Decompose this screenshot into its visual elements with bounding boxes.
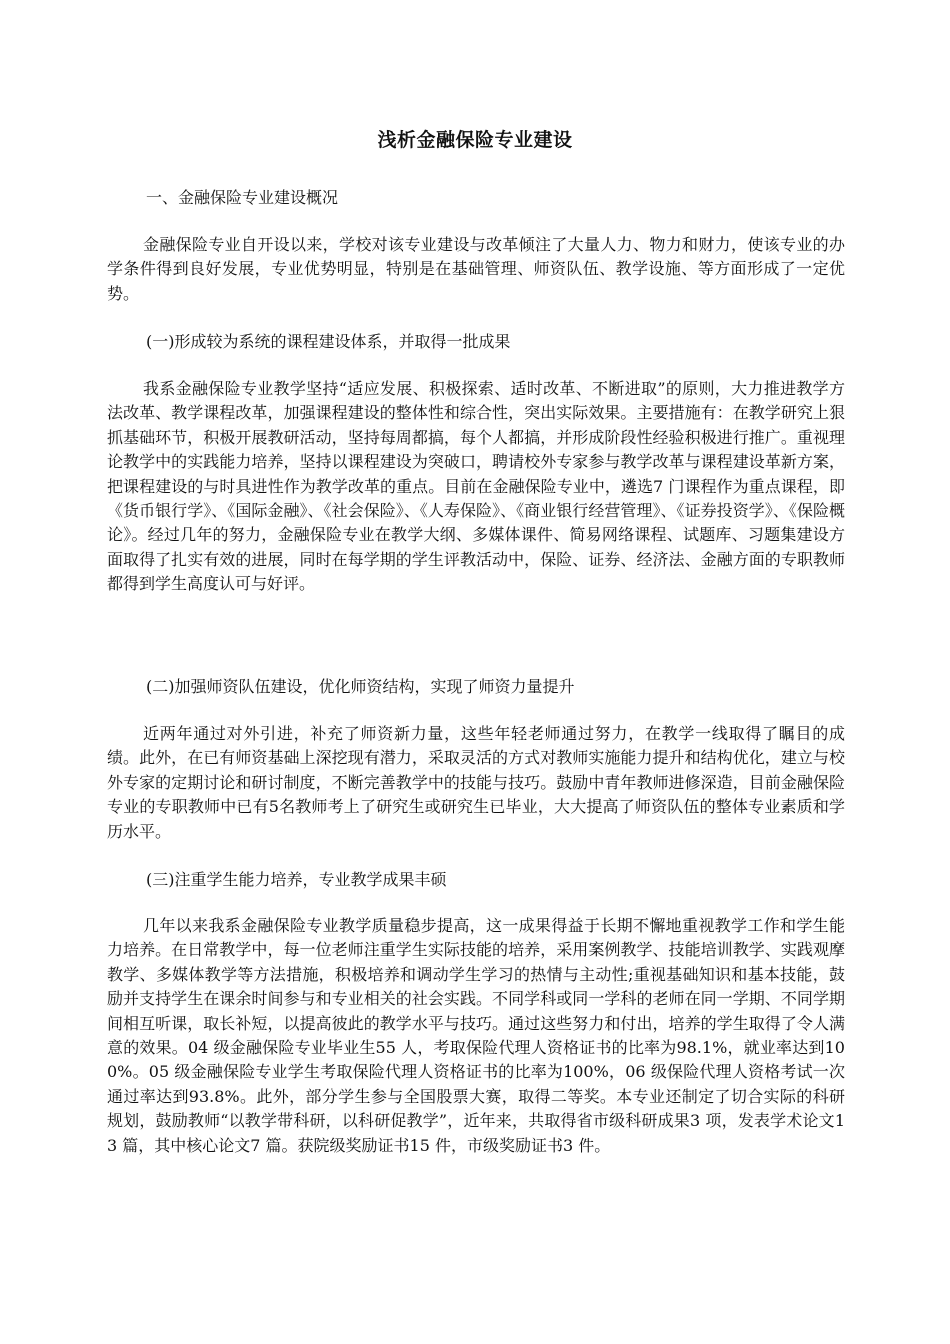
paragraph-students: 几年以来我系金融保险专业教学质量稳步提高，这一成果得益于长期不懈地重视教学工作和学生能力培养。在日常教学中，每一位老师注重学生实际技能的培养，采用案例教学、技能培训教学、实践观摩教学、多媒体教学等方法措施，积极培养和调动学生学习的热情与主动性;重视基础知识和基本技能，鼓励并支持学生在课余时间参与和专业相关的社会实践。不同学科或同一学科的老师在同一学期、不同学期间相互听课，取长补短，以提高彼此的教学水平与技巧。通过这些努力和付出，培养的学生取得了令人满意的效果。04 级金融保险专业毕业生55 人，考取保险代理人资格证书的比率为98.1%，就业率达到100%。05 级金融保险专业学生考取保险代理人资格证书的比率为100%，06 级保险代理人资格考试一次通过率达到93.8%。此外，部分学生参与全国股票大赛，取得二等奖。本专业还制定了切合实际的科研规划，鼓励教师“以教学带科研，以科研促教学”，近年来，共取得省市级科研成果3 项，发表学术论文13 篇，其中核心论文7 篇。获院级奖励证书15 件，市级奖励证书3 件。 bbox=[107, 916, 845, 1155]
section-heading-curriculum: (一)形成较为系统的课程建设体系，并取得一批成果 bbox=[146, 332, 511, 351]
paragraph-faculty: 近两年通过对外引进，补充了师资新力量，这些年轻老师通过努力，在教学一线取得了瞩目的成绩。此外，在已有师资基础上深挖现有潜力，采取灵活的方式对教师实施能力提升和结构优化，建立与校外专家的定期讨论和研讨制度，不断完善教学中的技能与技巧。鼓励中青年教师进修深造，目前金融保险专业的专职教师中已有5名教师考上了研究生或研究生已毕业，大大提高了师资队伍的整体专业素质和学历水平。 bbox=[107, 724, 845, 841]
section-heading-students: (三)注重学生能力培养，专业教学成果丰硕 bbox=[146, 870, 447, 889]
section-heading-faculty: (二)加强师资队伍建设，优化师资结构，实现了师资力量提升 bbox=[146, 677, 575, 696]
paragraph-curriculum: 我系金融保险专业教学坚持“适应发展、积极探索、适时改革、不断进取”的原则，大力推进教学方法改革、教学课程改革，加强课程建设的整体性和综合性，突出实际效果。主要措施有：在教学研究上狠抓基础环节，积极开展教研活动，坚持每周都搞，每个人都搞，并形成阶段性经验积极进行推广。重视理论教学中的实践能力培养，坚持以课程建设为突破口，聘请校外专家参与教学改革与课程建设革新方案，把课程建设的与时具进性作为教学改革的重点。目前在金融保险专业中，遴选7 门课程作为重点课程，即《货币银行学》、《国际金融》、《社会保险》、《人寿保险》、《商业银行经营管理》、《证券投资学》、《保险概论》。经过几年的努力，金融保险专业在教学大纲、多媒体课件、简易网络课程、试题库、习题集建设方面取得了扎实有效的进展，同时在每学期的学生评教活动中，保险、证券、经济法、金融方面的专职教师都得到学生高度认可与好评。 bbox=[107, 379, 845, 594]
document-title: 浅析金融保险专业建设 bbox=[377, 129, 573, 151]
section-heading-overview: 一、金融保险专业建设概况 bbox=[146, 188, 339, 207]
paragraph-overview: 金融保险专业自开设以来，学校对该专业建设与改革倾注了大量人力、物力和财力，使该专业的办学条件得到良好发展，专业优势明显，特别是在基础管理、师资队伍、教学设施、等方面形成了一定优势。 bbox=[107, 235, 845, 303]
